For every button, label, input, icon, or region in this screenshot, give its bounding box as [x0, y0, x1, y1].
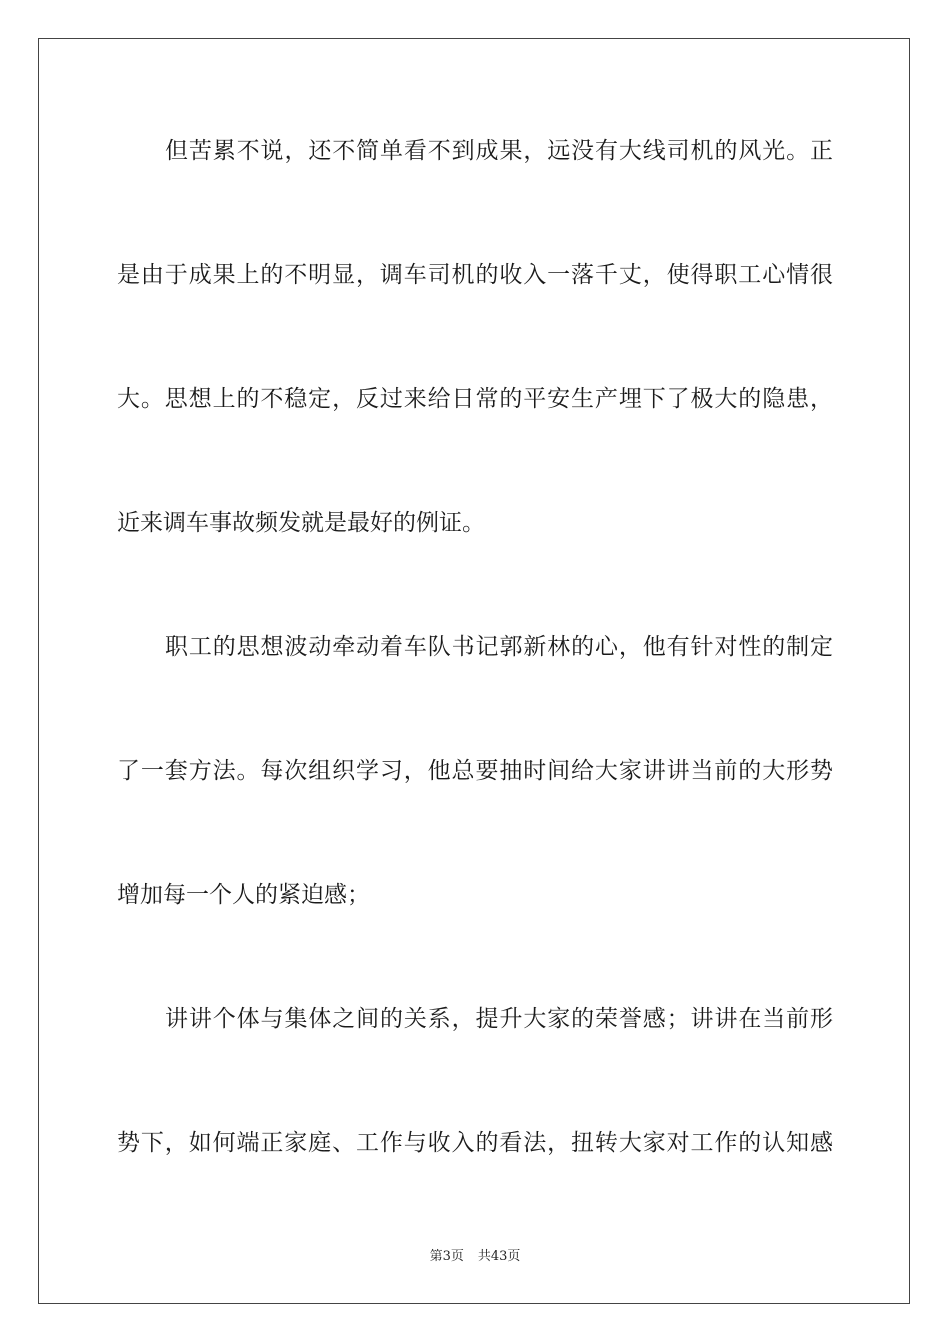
page-number: 第3页 — [429, 1249, 464, 1264]
page-border — [38, 38, 910, 1304]
text-line-4: 近来调车事故频发就是最好的例证。 — [117, 510, 485, 536]
text-line-2: 是由于成果上的不明显，调车司机的收入一落千丈，使得职工心情很 — [117, 262, 833, 288]
text-line-1: 但苦累不说，还不简单看不到成果，远没有大线司机的风光。正 — [165, 138, 833, 164]
text-line-6: 了一套方法。每次组织学习，他总要抽时间给大家讲讲当前的大形势 — [117, 758, 833, 784]
page-footer — [0, 1248, 950, 1266]
page-total: 共43页 — [477, 1249, 521, 1264]
text-line-9: 势下，如何端正家庭、工作与收入的看法，扭转大家对工作的认知感 — [117, 1130, 833, 1156]
text-line-8: 讲讲个体与集体之间的关系，提升大家的荣誉感；讲讲在当前形 — [165, 1006, 833, 1032]
text-line-3: 大。思想上的不稳定，反过来给日常的平安生产埋下了极大的隐患， — [117, 386, 833, 412]
text-line-5: 职工的思想波动牵动着车队书记郭新林的心，他有针对性的制定 — [165, 634, 833, 660]
text-line-7: 增加每一个人的紧迫感； — [117, 882, 370, 908]
